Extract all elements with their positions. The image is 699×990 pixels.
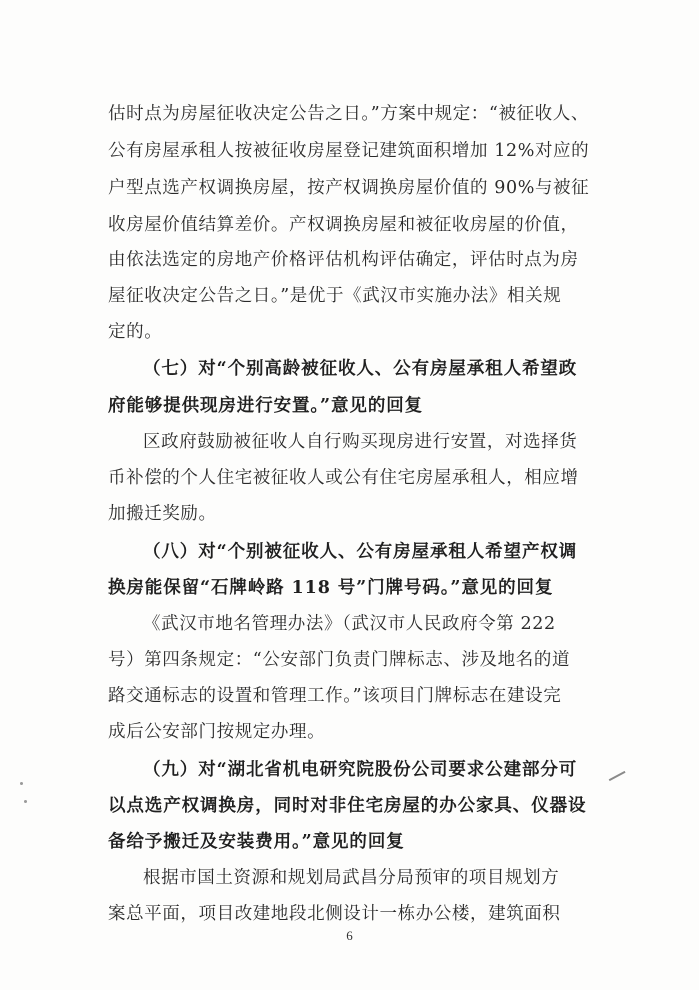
- body-text-line: 号）第四条规定：“公安部门负责门牌标志、涉及地名的道: [108, 650, 571, 670]
- scan-speck: [20, 782, 23, 785]
- body-text-line: 成后公安部门按规定办理。: [108, 722, 326, 742]
- body-text-line: 币补偿的个人住宅被征收人或公有住宅房屋承租人，相应增: [108, 468, 579, 488]
- section-heading-7-cont: 府能够提供现房进行安置。”意见的回复: [108, 396, 424, 416]
- body-text-line: 估时点为房屋征收决定公告之日。”方案中规定：“被征收人、: [108, 104, 589, 124]
- section-heading-9-cont: 备给予搬迁及安装费用。”意见的回复: [108, 832, 405, 852]
- body-text-line: 区政府鼓励被征收人自行购买现房进行安置，对选择货: [143, 432, 578, 452]
- section-heading-9: （九）对“湖北省机电研究院股份公司要求公建部分可: [143, 760, 578, 780]
- scan-speck: [24, 800, 27, 803]
- body-text-line: 根据市国土资源和规划局武昌分局预审的项目规划方: [143, 868, 560, 888]
- body-text-line: 屋征收决定公告之日。”是优于《武汉市实施办法》相关规: [108, 286, 562, 306]
- section-heading-8-cont: 换房能保留“石牌岭路 118 号”门牌号码。”意见的回复: [108, 578, 554, 598]
- body-text-line: 路交通标志的设置和管理工作。”该项目门牌标志在建设完: [108, 686, 562, 706]
- body-text-line: 《武汉市地名管理办法》（武汉市人民政府令第 222: [143, 614, 556, 634]
- body-text-line: 收房屋价值结算差价。产权调换房屋和被征收房屋的价值，: [108, 215, 579, 235]
- body-text-line: 公有房屋承租人按被征收房屋登记建筑面积增加 12%对应的: [108, 141, 590, 161]
- pen-mark: [609, 771, 626, 781]
- body-text-line: 户型点选产权调换房屋，按产权调换房屋价值的 90%与被征: [108, 178, 590, 198]
- section-heading-8: （八）对“个别被征收人、公有房屋承租人希望产权调: [143, 542, 578, 562]
- body-text-line: 案总平面，项目改建地段北侧设计一栋办公楼，建筑面积: [108, 904, 561, 924]
- body-text-line: 加搬迁奖励。: [108, 504, 217, 524]
- page-number: 6: [346, 928, 353, 943]
- section-heading-9-cont: 以点选产权调换房，同时对非住宅房屋的办公家具、仪器设: [108, 796, 587, 816]
- body-text-line: 定的。: [108, 322, 163, 342]
- section-heading-7: （七）对“个别高龄被征收人、公有房屋承租人希望政: [143, 359, 578, 379]
- body-text-line: 由依法选定的房地产价格评估机构评估确定，评估时点为房: [108, 250, 579, 270]
